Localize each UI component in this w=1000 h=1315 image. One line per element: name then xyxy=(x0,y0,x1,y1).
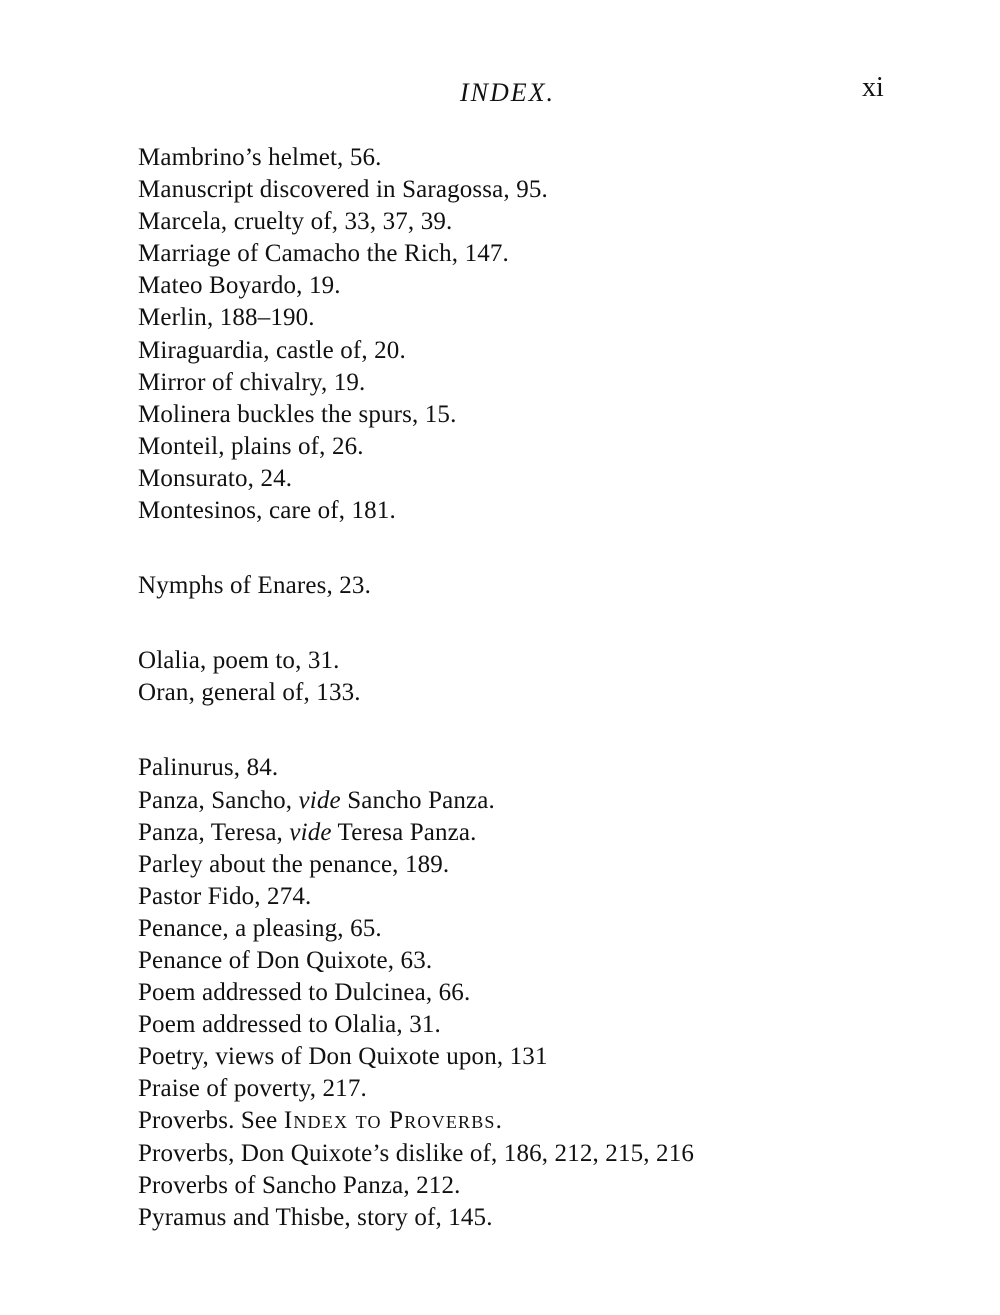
index-entry-text: Mirror of chivalry, 19. xyxy=(138,368,366,396)
index-entry xyxy=(138,1009,898,1041)
index-entry-text: Palinurus, 84. xyxy=(138,754,279,782)
index-entry-text: Monteil, plains of, 26. xyxy=(138,432,364,460)
index-entry-text: Olalia, poem to, 31. xyxy=(138,647,340,675)
index-entry xyxy=(138,302,898,334)
index-entry-text: Pastor Fido, 274. xyxy=(138,882,312,910)
index-entry xyxy=(138,849,898,881)
index-entry-text: Panza, Teresa, xyxy=(138,818,290,846)
index-entry xyxy=(138,335,898,367)
index-entry xyxy=(138,431,898,463)
index-entry-text: Monsurato, 24. xyxy=(138,464,293,492)
index-entry-text: Penance, a pleasing, 65. xyxy=(138,914,382,942)
index-entry xyxy=(138,785,898,817)
index-entry-text: Proverbs. See xyxy=(138,1107,284,1135)
index-entry-text: Teresa Panza. xyxy=(331,818,477,846)
index-entry xyxy=(138,142,898,174)
index-entry-text: Index to Proverbs. xyxy=(283,1107,504,1135)
index-entry-text: vide xyxy=(298,786,341,814)
index-entry-text: Oran, general of, 133. xyxy=(138,679,361,707)
index-entry-text: Merlin, 188–190. xyxy=(138,304,315,332)
index-entry-text: Praise of poverty, 217. xyxy=(138,1075,367,1103)
index-entry xyxy=(138,1202,898,1234)
index-entry xyxy=(138,677,898,709)
index-entry xyxy=(138,1105,898,1137)
index-entry-text: Mambrino’s helmet, 56. xyxy=(138,144,382,171)
index-entry-text: Poem addressed to Olalia, 31. xyxy=(138,1011,441,1039)
index-entry xyxy=(138,495,898,527)
index-group-p xyxy=(138,752,898,1233)
index-group-m xyxy=(138,142,898,527)
index-entry xyxy=(138,206,898,238)
index-entry xyxy=(138,399,898,431)
index-entry-text: Miraguardia, castle of, 20. xyxy=(138,336,406,364)
index-entry xyxy=(138,570,898,602)
index-entry-text: Montesinos, care of, 181. xyxy=(138,497,396,525)
index-entry-text: Panza, Sancho, xyxy=(138,786,299,814)
index-entry-text: Molinera buckles the spurs, 15. xyxy=(138,400,457,428)
index-entry xyxy=(138,752,898,784)
running-head-title: INDEX. xyxy=(459,78,556,107)
index-entry-text: Parley about the penance, 189. xyxy=(138,850,450,878)
index-entry-text: Proverbs, Don Quixote’s dislike of, 186, 212, 215, 216 xyxy=(138,1139,694,1167)
index-entry xyxy=(138,945,898,977)
index-entry-text: vide xyxy=(289,818,332,846)
index-entry-text: Marcela, cruelty of, 33, 37, 39. xyxy=(138,208,453,236)
index-entry xyxy=(138,1170,898,1202)
index-group-n xyxy=(138,570,898,602)
index-entry-text: Proverbs of Sancho Panza, 212. xyxy=(138,1171,461,1199)
index-entry-text: Nymphs of Enares, 23. xyxy=(138,572,371,600)
index-entry xyxy=(138,1041,898,1073)
index-entry xyxy=(138,270,898,302)
index-entry xyxy=(138,1138,898,1170)
index-entry xyxy=(138,1073,898,1105)
index-entry-text: Pyramus and Thisbe, story of, 145. xyxy=(138,1203,493,1231)
index-entry xyxy=(138,238,898,270)
index-entry-text: Poetry, views of Don Quixote upon, 131 xyxy=(138,1043,548,1071)
index-entry xyxy=(138,977,898,1009)
index-group-o xyxy=(138,645,898,709)
index-entry-text: Marriage of Camacho the Rich, 147. xyxy=(138,240,509,268)
page-number: xi xyxy=(862,72,884,103)
index-entry-text: Manuscript discovered in Saragossa, 95. xyxy=(138,176,548,204)
index-entry xyxy=(138,463,898,495)
index-entry-text: Sancho Panza. xyxy=(340,786,495,814)
index-entry xyxy=(138,367,898,399)
index-entry xyxy=(138,645,898,677)
index-entry xyxy=(138,913,898,945)
index-entry-text: Poem addressed to Dulcinea, 66. xyxy=(138,979,471,1007)
index-entry xyxy=(138,174,898,206)
index-entry-text: Penance of Don Quixote, 63. xyxy=(138,946,433,974)
index-entries xyxy=(138,142,898,1234)
index-entry xyxy=(138,881,898,913)
index-entry xyxy=(138,817,898,849)
index-entry-text: Mateo Boyardo, 19. xyxy=(138,272,341,300)
